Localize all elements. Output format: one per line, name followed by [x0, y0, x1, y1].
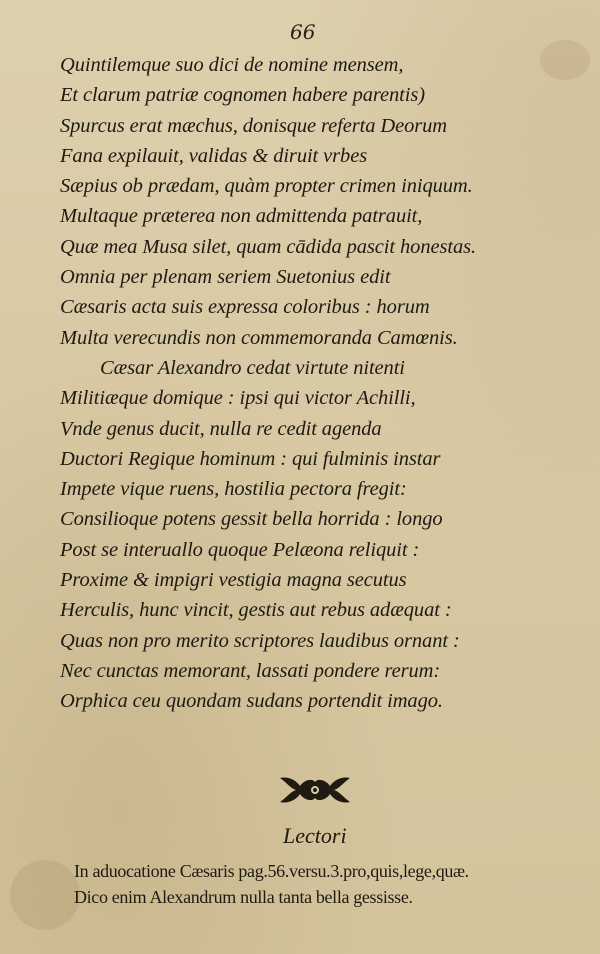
verse-line: Et clarum patriæ cognomen habere parentis)	[60, 84, 425, 107]
verse-line: Quæ mea Musa silet, quam cādida pascit honestas.	[60, 235, 476, 258]
verse-line: Omnia per plenam seriem Suetonius edit	[60, 266, 391, 289]
verse-line: Multa verecundis non commemoranda Camœnis.	[60, 326, 458, 349]
verse-line: Consilioque potens gessit bella horrida : longo	[60, 508, 443, 531]
verse-line: Herculis, hunc vincit, gestis aut rebus adæquat :	[60, 599, 452, 622]
verse-line: Impete vique ruens, hostilia pectora fregit:	[60, 478, 407, 501]
verse-line: Ductori Regique hominum : qui fulminis instar	[60, 447, 441, 470]
verse-line: Spurcus erat mæchus, donisque referta Deorum	[60, 114, 447, 137]
verse-line: Quas non pro merito scriptores laudibus ornant :	[60, 629, 460, 652]
verse-line: Nec cunctas memorant, lassati pondere rerum:	[60, 659, 441, 682]
fleuron-ornament-icon	[270, 770, 360, 810]
errata-line: In aduocatione Cæsaris pag.56.versu.3.pro,quis,lege,quæ.	[74, 861, 469, 881]
verse-line: Militiæque domique : ipsi qui victor Achilli,	[60, 387, 416, 410]
verse-line: Fana expilauit, validas & diruit vrbes	[60, 144, 368, 167]
verse-line: Orphica ceu quondam sudans portendit imago.	[60, 690, 443, 713]
verse-line: Quintilemque suo dici de nomine mensem,	[60, 54, 404, 76]
verse-block	[60, 50, 560, 717]
page-number: 66	[290, 20, 316, 44]
verse-line: Proxime & impigri vestigia magna secutus	[60, 569, 407, 592]
verse-line: Cæsaris acta suis expressa coloribus : horum	[60, 296, 430, 319]
verse-line: Vnde genus ducit, nulla re cedit agenda	[60, 417, 382, 440]
errata-block	[74, 858, 574, 910]
lector-heading: Lectori	[283, 823, 347, 848]
verse-line-indented: Cæsar Alexandro cedat virtute nitenti	[100, 356, 405, 379]
verse-line: Post se interuallo quoque Pelæona reliquit :	[60, 538, 420, 561]
paper-stain	[10, 860, 80, 930]
verse-line: Sæpius ob prædam, quàm propter crimen iniquum.	[60, 175, 473, 198]
errata-line: Dico enim Alexandrum nulla tanta bella gessisse.	[74, 887, 413, 907]
verse-line: Multaque præterea non admittenda patrauit,	[60, 205, 423, 228]
